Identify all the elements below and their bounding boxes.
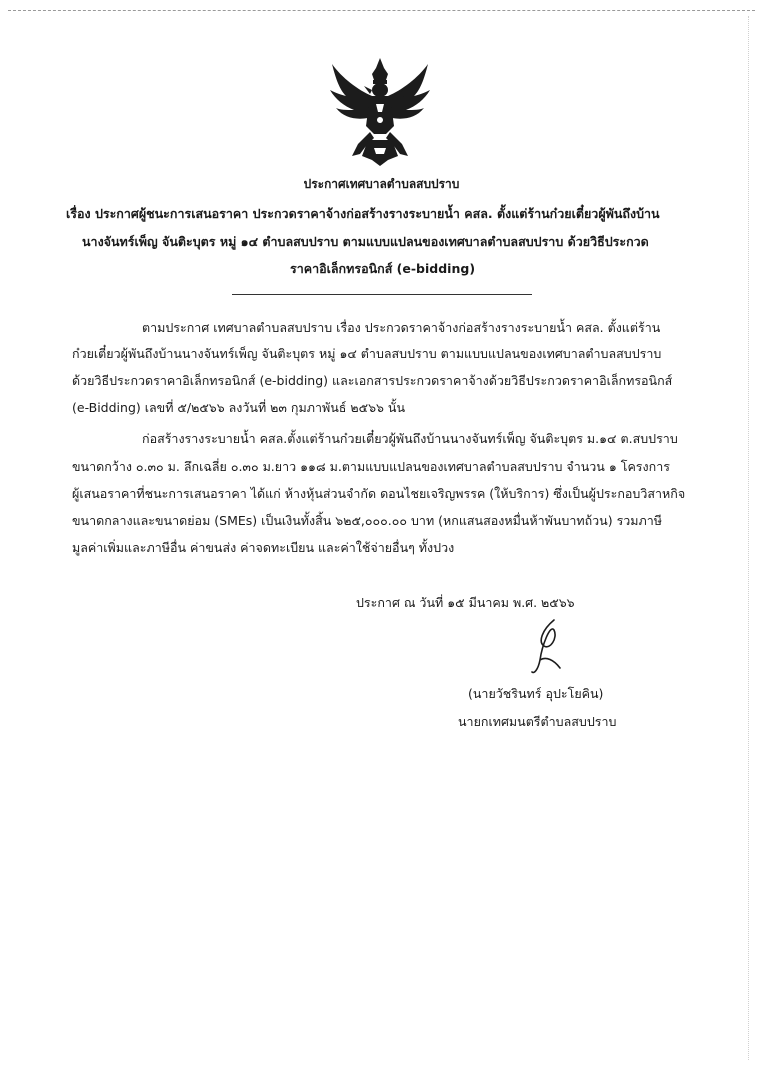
- subject-line-1: เรื่อง ประกาศผู้ชนะการเสนอราคา ประกวดราคาจ้างก่อสร้างรางระบายน้ำ คสล. ตั้งแต่ร้านก๋วยเตี๋ยวผู้พันถึงบ้าน: [66, 206, 660, 221]
- office-title: ประกาศเทศบาลตำบลสบปราบ: [303, 177, 460, 191]
- scan-right-border: [748, 16, 749, 1060]
- para1-line2: ก๋วยเตี๋ยวผู้พันถึงบ้านนางจันทร์เพ็ญ จันติะบุตร หมู่ ๑๔ ตำบลสบปราบ ตามแบบแปลนของเทศบาลตำบลสบปราบ: [72, 346, 662, 361]
- para2-line3: ผู้เสนอราคาที่ชนะการเสนอราคา ได้แก่ ห้างหุ้นส่วนจำกัด ดอนไชยเจริญพรรค (ให้บริการ) ซึ่งเป็นผู้ประกอบวิสาหกิจ: [72, 486, 686, 501]
- para2-line4: ขนาดกลางและขนาดย่อม (SMEs) เป็นเงินทั้งสิ้น ๖๒๕,๐๐๐.๐๐ บาท (หกแสนสองหมื่นห้าพันบาทถ้วน) รวมภาษี: [72, 513, 663, 528]
- signer-title: นายกเทศมนตรีตำบลสบปราบ: [458, 714, 617, 729]
- para2-line1: ก่อสร้างรางระบายน้ำ คสล.ตั้งแต่ร้านก๋วยเตี๋ยวผู้พันถึงบ้านนางจันทร์เพ็ญ จันติะบุตร ม.๑๔ ต.สบปราบ: [142, 431, 678, 446]
- para1-line1: ตามประกาศ เทศบาลตำบลสบปราบ เรื่อง ประกวดราคาจ้างก่อสร้างรางระบายน้ำ คสล. ตั้งแต่ร้าน: [142, 320, 661, 335]
- para2-line5: มูลค่าเพิ่มและภาษีอื่น ค่าขนส่ง ค่าจดทะเบียน และค่าใช้จ่ายอื่นๆ ทั้งปวง: [72, 540, 455, 555]
- announcement-date: ประกาศ ณ วันที่ ๑๕ มีนาคม พ.ศ. ๒๕๖๖: [356, 595, 575, 610]
- handwritten-signature: [528, 616, 572, 678]
- subject-line-2: นางจันทร์เพ็ญ จันติะบุตร หมู่ ๑๔ ตำบลสบปราบ ตามแบบแปลนของเทศบาลตำบลสบปราบ ด้วยวิธีประกวด: [82, 234, 649, 249]
- signer-name: (นายวัชรินทร์ อุปะโยคิน): [468, 686, 604, 701]
- para2-line2: ขนาดกว้าง ๐.๓๐ ม. ลึกเฉลี่ย ๐.๓๐ ม.ยาว ๑๑๘ ม.ตามแบบแปลนของเทศบาลตำบลสบปราบ จำนวน ๑ โครงการ: [72, 459, 670, 474]
- para1-line4: (e-Bidding) เลขที่ ๕/๒๕๖๖ ลงวันที่ ๒๓ กุมภาพันธ์ ๒๕๖๖ นั้น: [72, 400, 406, 415]
- header-divider: [232, 294, 532, 295]
- scan-top-border: [8, 10, 755, 11]
- garuda-emblem-icon: [328, 56, 432, 168]
- para1-line3: ด้วยวิธีประกวดราคาอิเล็กทรอนิกส์ (e-bidding) และเอกสารประกวดราคาจ้างด้วยวิธีประกวดราคาอิเล็กทรอนิกส์: [72, 373, 673, 388]
- subject-line-3: ราคาอิเล็กทรอนิกส์ (e-bidding): [290, 261, 476, 276]
